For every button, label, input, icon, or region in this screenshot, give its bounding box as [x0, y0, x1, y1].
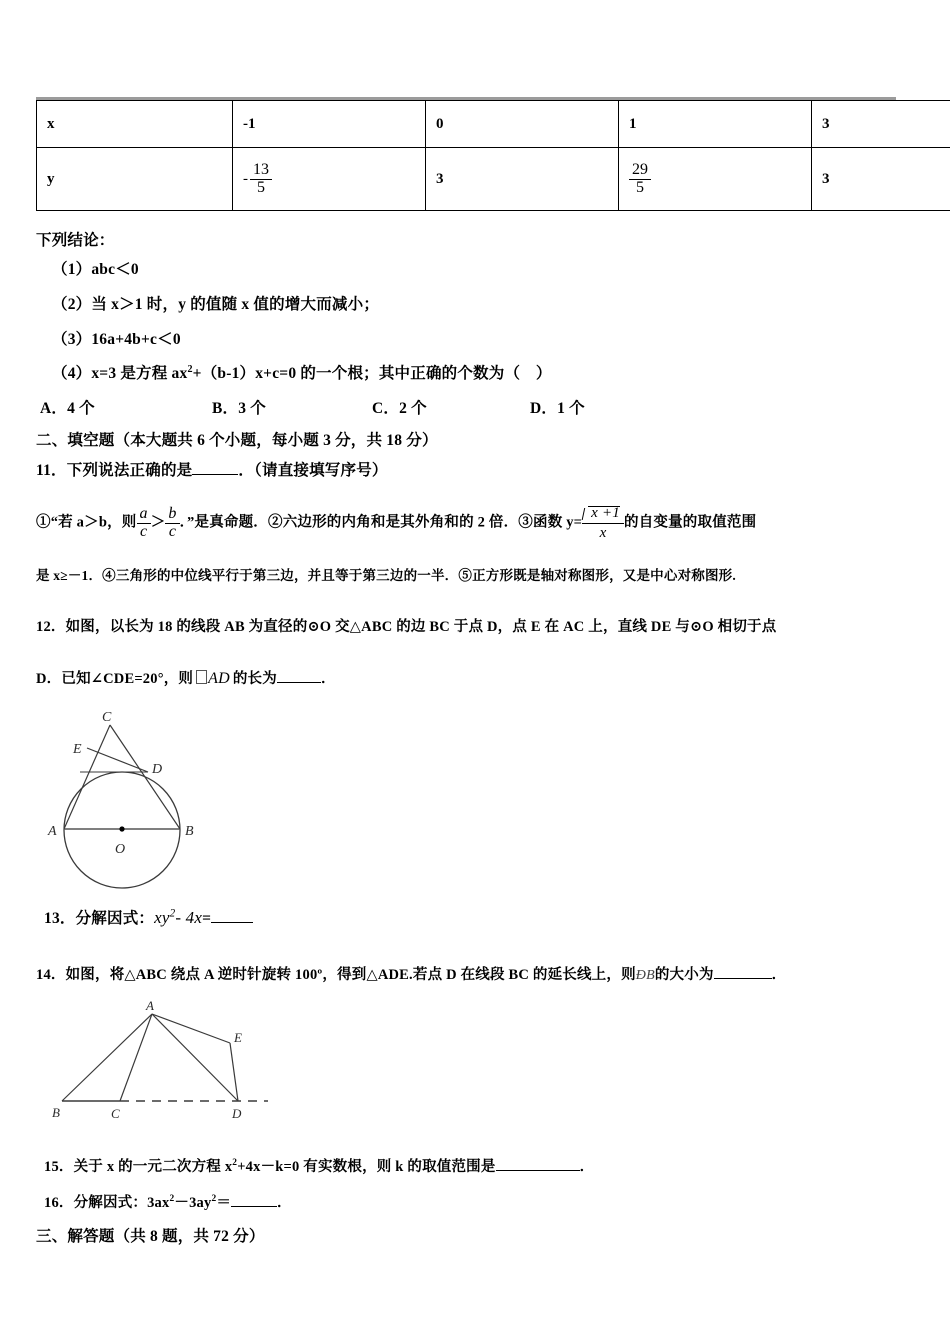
option-d-key: D． [530, 400, 558, 417]
question-11-number: 11． [36, 462, 67, 479]
fraction-denominator: 5 [257, 178, 265, 196]
table-cell-x-1: -1 [233, 101, 426, 148]
segment-ba [62, 1014, 152, 1101]
radical-expression [582, 505, 624, 524]
question-14-text: 如图，将△ABC 绕点 A 逆时针旋转 100º，得到△ADE.若点 D 在线段 BC 的延长线上，则 [65, 967, 636, 983]
question-16-number: 16． [44, 1195, 74, 1211]
label-a: A [146, 998, 154, 1013]
fraction-sqrt-x-plus-1-over-x [582, 505, 624, 541]
q11-part-b: ．”是真命题．②六边形的内角和是其外角和的 2 倍．③函数 y= [179, 514, 583, 531]
label-e: E [73, 742, 82, 757]
option-b[interactable] [212, 396, 266, 418]
arc-label: AD [208, 670, 230, 687]
conclusion-item-4-suffix: +（b-1）x+c=0 的一个根；其中正确的个数为（ ） [192, 365, 552, 382]
conclusion-item-3: （3）16a+4b+c＜0 [52, 331, 181, 348]
question-15 [44, 1155, 594, 1176]
question-14 [36, 963, 786, 984]
conclusions-heading: 下列结论： [36, 232, 115, 249]
question-12-period: ． [320, 671, 336, 687]
question-16-equals: ＝ [216, 1195, 232, 1211]
angle-b-symbol: ÐB [635, 968, 655, 983]
option-a-text: 4 个 [67, 400, 95, 417]
label-e: E [234, 1030, 242, 1045]
fraction-y3 [629, 162, 651, 197]
question-14-text-b: 的大小为 [654, 967, 714, 983]
conclusion-item-4 [52, 361, 552, 383]
table-row-x [37, 101, 950, 148]
question-15-exponent: 2 [232, 1158, 238, 1169]
question-13 [44, 906, 253, 928]
table-cell-x-2: 0 [426, 101, 619, 148]
fraction-numerator: a [137, 506, 151, 524]
question-13-number: 13． [44, 910, 76, 927]
fraction-numerator: 29 [629, 162, 651, 180]
circle-diagram-svg [40, 705, 250, 890]
option-b-text: 3 个 [238, 400, 266, 417]
rotated-triangle-diagram [42, 998, 322, 1148]
label-c: C [102, 710, 112, 725]
label-d: D [152, 762, 163, 777]
fraction-y1 [250, 162, 272, 197]
option-a[interactable] [40, 396, 95, 418]
circle-triangle-diagram [40, 705, 250, 895]
question-12-blank[interactable] [277, 682, 321, 683]
segment-ad [152, 1014, 238, 1101]
question-15-blank[interactable] [496, 1170, 580, 1171]
conclusion-item-4-prefix: （4）x=3 是方程 ax [52, 365, 188, 382]
question-12-text: 如图，以长为 18 的线段 AB 为直径的⊙O 交△ABC 的边 BC 于点 D，点 E 在 AC 上，直线 DE 与⊙O 相切于点 [65, 619, 777, 635]
conclusion-item-2: （2）当 x＞1 时，y 的值随 x 值的增大而减小； [52, 296, 380, 313]
sqrt-icon: x +1 [582, 505, 620, 522]
segment-ac [64, 725, 110, 829]
question-12-line2 [36, 667, 336, 688]
section3-heading: 三、解答题（共 8 题，共 72 分） [36, 1228, 265, 1245]
expr-xy: xy [154, 908, 170, 927]
question-14-blank[interactable] [714, 978, 772, 979]
fraction-denominator: c [168, 522, 177, 540]
option-c-text: 2 个 [399, 400, 427, 417]
question-11-text: 下列说法正确的是 [66, 462, 193, 479]
question-13-label: 分解因式： [75, 910, 155, 927]
fraction-sign-y1: - [243, 170, 248, 187]
question-11-statements-line1 [36, 505, 756, 541]
table-cell-x-4: 3 [812, 101, 950, 148]
expr-minus-4x: - 4x [175, 908, 203, 927]
option-c-key: C． [372, 400, 400, 417]
option-a-key: A． [40, 400, 68, 417]
question-15-period: ． [579, 1159, 595, 1175]
table-cell-x-3: 1 [619, 101, 812, 148]
question-16-exponent-1: 2 [169, 1194, 175, 1205]
question-14-number: 14． [36, 967, 66, 983]
question-16-text-a: 分解因式：3ax [73, 1195, 170, 1211]
table-cell-y-2: 3 [426, 148, 619, 211]
fraction-numerator: 13 [250, 162, 272, 180]
table-cell-y-4: 3 [812, 148, 950, 211]
question-11-tail: ．（请直接填写序号） [238, 462, 388, 479]
label-o: O [115, 842, 126, 857]
segment-de [87, 748, 148, 772]
segment-ae [152, 1014, 230, 1043]
question-16-blank[interactable] [231, 1206, 277, 1207]
label-b: B [185, 824, 194, 839]
question-11-stem [36, 458, 388, 480]
q11-part-a: ①“若 a＞b，则 [36, 514, 137, 531]
label-b: B [52, 1105, 60, 1120]
question-15-number: 15． [44, 1159, 74, 1175]
table-cell-y-3 [619, 148, 812, 211]
question-15-text-a: 关于 x 的一元二次方程 x [73, 1159, 233, 1175]
table-cell-y-1 [233, 148, 426, 211]
option-d-text: 1 个 [557, 400, 585, 417]
question-15-text-b: +4x－k=0 有实数根，则 k 的取值范围是 [237, 1159, 496, 1175]
fraction-b-over-c [165, 506, 179, 541]
table-cell-x-label: x [37, 101, 233, 148]
quadratic-value-table [36, 100, 950, 211]
missing-glyph-icon [196, 670, 207, 684]
segment-ed [230, 1043, 238, 1101]
conclusion-item-4-exponent: 2 [187, 363, 193, 375]
question-16-period: ． [277, 1195, 292, 1211]
fraction-denominator: 5 [636, 178, 644, 196]
question-11-statements-line2: 是 x≥－1．④三角形的中位线平行于第三边，并且等于第三边的一半．⑤正方形既是轴对称图形，又是中心对称图形. [36, 568, 736, 583]
label-a: A [48, 824, 57, 839]
question-13-expression [154, 908, 202, 927]
option-b-key: B． [212, 400, 239, 417]
question-12-cont: D．已知∠CDE=20°，则 [36, 671, 194, 687]
label-d: D [232, 1106, 242, 1121]
conclusion-item-1: （1）abc＜0 [52, 261, 139, 278]
section2-heading: 二、填空题（本大题共 6 个小题，每小题 3 分，共 18 分） [36, 432, 438, 449]
question-16 [44, 1191, 292, 1212]
table-cell-y-label: y [37, 148, 233, 211]
option-c[interactable] [372, 396, 427, 418]
center-point-o [119, 826, 124, 831]
fraction-denominator: x [599, 524, 607, 541]
fraction-numerator: b [165, 506, 179, 524]
fraction-a-over-c [137, 506, 151, 541]
segment-cb [110, 725, 180, 829]
triangle-diagram-svg [42, 998, 322, 1143]
question-13-equals: = [202, 910, 212, 927]
option-d[interactable] [530, 396, 585, 418]
q11-greater-than: ＞ [150, 514, 166, 531]
table-row-y [37, 148, 950, 211]
expr-exponent: 2 [169, 907, 176, 920]
question-12-cont2: 的长为 [232, 671, 277, 687]
question-12-line1 [36, 615, 776, 636]
segment-ac [120, 1014, 152, 1101]
q11-part-c: 的自变量的取值范围 [624, 514, 757, 531]
question-13-blank[interactable] [211, 922, 253, 923]
question-14-period: ． [771, 967, 787, 983]
question-16-text-b: －3ay [174, 1195, 212, 1211]
label-c: C [111, 1106, 120, 1121]
question-16-exponent-2: 2 [211, 1194, 217, 1205]
question-12-number: 12． [36, 619, 66, 635]
arc-ad-notation [193, 670, 233, 688]
question-11-blank[interactable] [192, 474, 238, 475]
fraction-denominator: c [139, 522, 148, 540]
